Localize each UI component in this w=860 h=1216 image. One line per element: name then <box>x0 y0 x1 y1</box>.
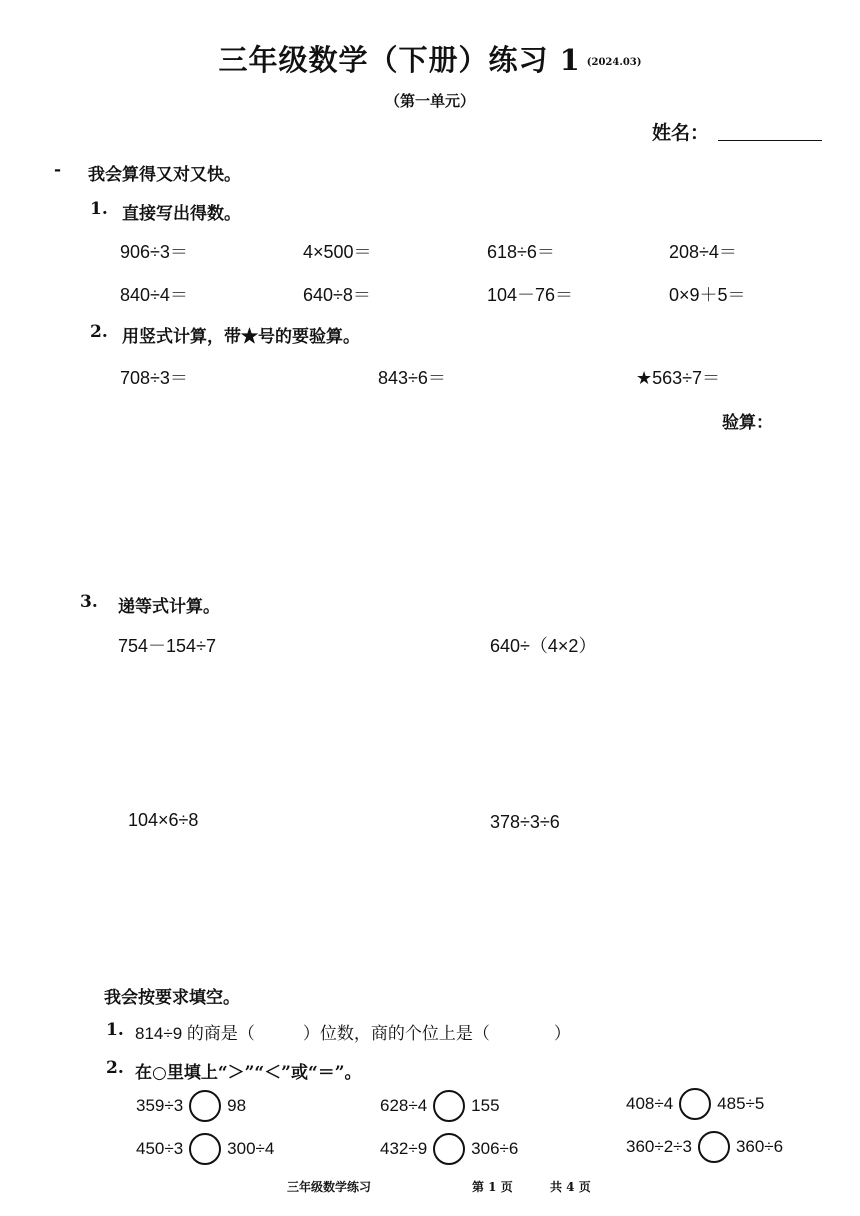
q2-text: 用竖式计算，带★号的要验算。 <box>122 327 360 347</box>
q1-text: 直接写出得数。 <box>122 204 241 224</box>
s2q1-part3: ） <box>553 1024 571 1043</box>
s2q1-part1: 814÷9 的商是（ <box>135 1024 255 1043</box>
compare-right: 98 <box>227 1096 247 1115</box>
title-text: 三年级数学（下册）练习 1 <box>218 43 581 77</box>
q3-item: 640÷（4×2） <box>490 636 597 656</box>
compare-circle[interactable] <box>189 1133 221 1165</box>
s2q1-label: 1. <box>106 1020 124 1040</box>
compare-item <box>380 1133 518 1165</box>
compare-left: 408÷4 <box>626 1094 674 1113</box>
q1-item: 104－76＝ <box>487 285 574 305</box>
compare-left: 432÷9 <box>380 1139 428 1158</box>
s2q2-text: 在○里填上“＞”“＜”或“＝”。 <box>135 1063 362 1083</box>
s2q1-part2: ）位数，商的个位上是（ <box>302 1024 490 1043</box>
footer-course: 三年级数学练习 <box>287 1180 372 1194</box>
compare-circle[interactable] <box>698 1131 730 1163</box>
q1-item: 640÷8＝ <box>303 285 371 305</box>
q2-item-star: ★563÷7＝ <box>636 368 721 388</box>
q1-item: 618÷6＝ <box>487 242 555 262</box>
q3-item: 104×6÷8 <box>128 810 199 830</box>
compare-item <box>626 1088 764 1120</box>
compare-circle[interactable] <box>433 1090 465 1122</box>
q2-label: 2. <box>90 322 108 342</box>
compare-circle[interactable] <box>189 1090 221 1122</box>
compare-left: 359÷3 <box>136 1096 184 1115</box>
compare-item <box>626 1131 783 1163</box>
q1-item: 840÷4＝ <box>120 285 188 305</box>
compare-right: 306÷6 <box>471 1139 519 1158</box>
compare-item <box>136 1133 274 1165</box>
compare-left: 628÷4 <box>380 1096 428 1115</box>
unit-subtitle: （第一单元） <box>384 92 475 110</box>
q3-item: 754－154÷7 <box>118 636 216 656</box>
q1-item: 0×9＋5＝ <box>669 285 746 305</box>
name-label: 姓名： <box>652 122 710 144</box>
footer-total: 共 4 页 <box>550 1180 591 1194</box>
compare-right: 485÷5 <box>717 1094 765 1113</box>
compare-right: 155 <box>471 1096 500 1115</box>
q2-item: 843÷6＝ <box>378 368 446 388</box>
s2q1-sentence <box>135 1019 571 1044</box>
compare-item <box>136 1090 246 1122</box>
section1-marker: - <box>54 160 62 180</box>
check-label: 验算： <box>722 413 773 433</box>
compare-right: 360÷6 <box>735 1137 784 1156</box>
compare-circle[interactable] <box>679 1088 711 1120</box>
page-title <box>0 38 860 79</box>
compare-right: 300÷4 <box>227 1139 275 1158</box>
s2q2-label: 2. <box>106 1058 124 1078</box>
title-date: (2024.03) <box>586 56 642 68</box>
compare-item <box>380 1090 500 1122</box>
section1-heading: 我会算得又对又快。 <box>88 165 241 185</box>
q1-label: 1. <box>90 199 108 219</box>
name-blank[interactable] <box>718 140 822 141</box>
footer-page: 第 1 页 <box>472 1180 513 1194</box>
q3-item: 378÷3÷6 <box>490 812 560 832</box>
q2-item: 708÷3＝ <box>120 368 188 388</box>
q1-item: 208÷4＝ <box>669 242 737 262</box>
compare-left: 360÷2÷3 <box>626 1137 692 1156</box>
q3-label: 3. <box>80 592 98 612</box>
compare-circle[interactable] <box>433 1133 465 1165</box>
section2-heading: 我会按要求填空。 <box>104 988 240 1008</box>
q3-text: 递等式计算。 <box>118 597 220 617</box>
q1-item: 906÷3＝ <box>120 242 188 262</box>
compare-left: 450÷3 <box>136 1139 184 1158</box>
q1-item: 4×500＝ <box>303 242 372 262</box>
